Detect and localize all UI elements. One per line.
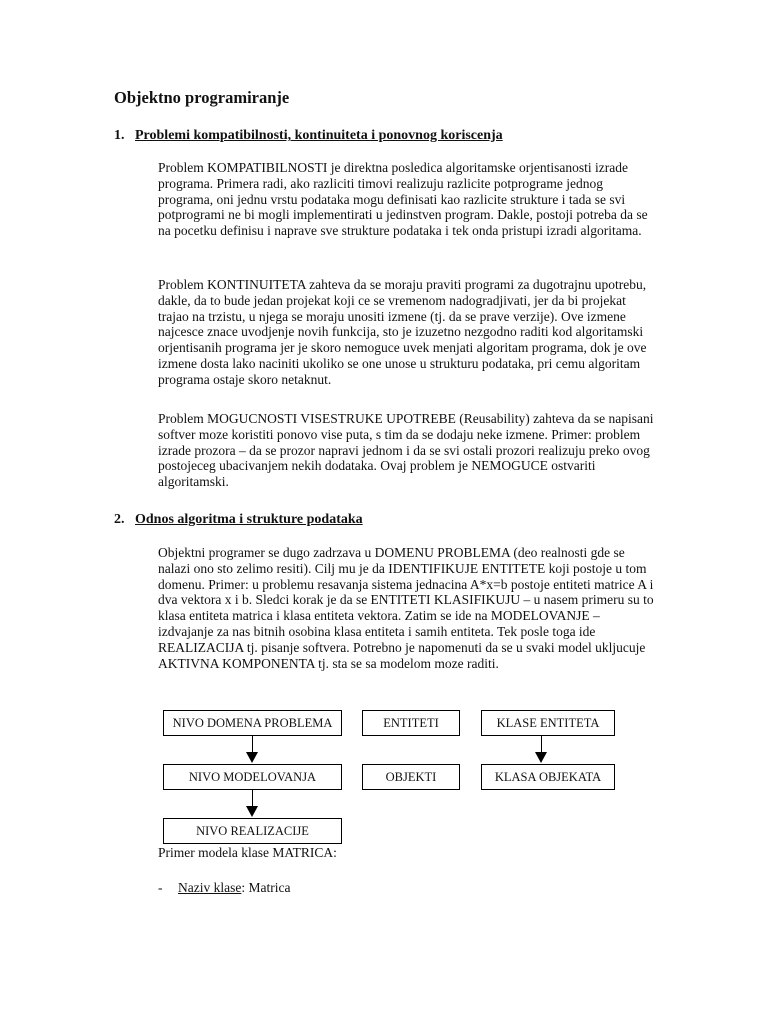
arrow-2-head xyxy=(535,752,547,763)
box-nivo-realizacije: NIVO REALIZACIJE xyxy=(163,818,342,844)
section-2-number: 2. xyxy=(114,512,125,527)
arrow-2-line xyxy=(541,736,542,753)
arrow-3-head xyxy=(246,806,258,817)
box-klase-entiteta: KLASE ENTITETA xyxy=(481,710,615,736)
paragraph-kompatibilnost: Problem KOMPATIBILNOSTI je direktna posledica algoritamske orjentisanosti izrade programa. Primera radi, ako razliciti timovi realizuju razlicite potprograme jednog programa, oni jednu vrstu podataka mogu definisati kao razlicite strukture i tada se svi potprogrami ne bi mogli implementirati u jedinstven program. Dakle, postoji potreba da se na pocetku definisu i naprave sve strukture podataka i tek onda pristupi izradi algoritama. xyxy=(158,160,648,239)
section-1-number: 1. xyxy=(114,128,125,143)
box-objekti: OBJEKTI xyxy=(362,764,460,790)
list-dash: - xyxy=(158,880,163,895)
example-line: Primer modela klase MATRICA: xyxy=(158,845,337,860)
arrow-1-line xyxy=(252,736,253,753)
paragraph-odnos: Objektni programer se dugo zadrzava u DOMENU PROBLEMA (deo realnosti gde se nalazi ono sto zelimo resiti). Cilj mu je da IDENTIFIKUJE ENTITETE koji postoje u tom domenu. Primer: u problemu resavanja sistema jednacina A*x=b postoje entiteti matrice A i dva vektora x i b. Sledci korak je da se ENTITETI KLASIFIKUJU – u nasem primeru su to klasa entiteta matrica i klasa entiteta vektora. Zatim se ide na MODELOVANJE – izdvajanje za nas bitnih osobina klasa entiteta i samih entiteta. Tek posle toga ide REALIZACIJA tj. pisanje softvera. Potrebno je napomenuti da se u svaki model ukljucuje AKTIVNA KOMPONENTA tj. sta se sa modelom moze raditi. xyxy=(158,545,654,671)
box-nivo-domena-problema: NIVO DOMENA PROBLEMA xyxy=(163,710,342,736)
naziv-value: : Matrica xyxy=(241,880,291,895)
naziv-label: Naziv klase xyxy=(178,880,242,895)
paragraph-reusability: Problem MOGUCNOSTI VISESTRUKE UPOTREBE (Reusability) zahteva da se napisani softver moze koristiti ponovo vise puta, s tim da se dodaju neke izmene. Primer: problem izrade prozora – da se prozor napravi jednom i da se svi ostali prozori realizuju preko ovog postojeceg ubacivanjem nekih dodataka. Ovaj problem je NEMOGUCE ostvariti algoritamski. xyxy=(158,411,654,490)
box-klasa-objekata: KLASA OBJEKATA xyxy=(481,764,615,790)
arrow-3-line xyxy=(252,790,253,807)
document-title: Objektno programiranje xyxy=(114,88,290,107)
list-item-naziv-klase xyxy=(178,880,290,896)
paragraph-kontinuitet: Problem KONTINUITETA zahteva da se moraju praviti programi za dugotrajnu upotrebu, dakle, da to bude jedan projekat koji ce se vremenom nadogradjivati, jer da bi projekat trajao na trzistu, u njega se moraju unositi izmene (tj. da se prave verzije). Ove izmene najcesce znace uvodjenje novih funkcija, sto je izuzetno nezgodno raditi kod algoritamski orjentisanih programa jer je skoro nemoguce uvek menjati algoritam programa, dok je ove izmene dosta lako naciniti ukoliko se one unose u strukturu podataka, pri cemu algoritam programa ostaje skoro netaknut. xyxy=(158,277,647,387)
arrow-1-head xyxy=(246,752,258,763)
section-1-title: Problemi kompatibilnosti, kontinuiteta i ponovnog koriscenja xyxy=(135,128,503,143)
box-nivo-modelovanja: NIVO MODELOVANJA xyxy=(163,764,342,790)
section-2-title: Odnos algoritma i strukture podataka xyxy=(135,512,363,527)
section-1-heading xyxy=(114,128,503,144)
section-2-heading xyxy=(114,512,363,528)
box-entiteti: ENTITETI xyxy=(362,710,460,736)
